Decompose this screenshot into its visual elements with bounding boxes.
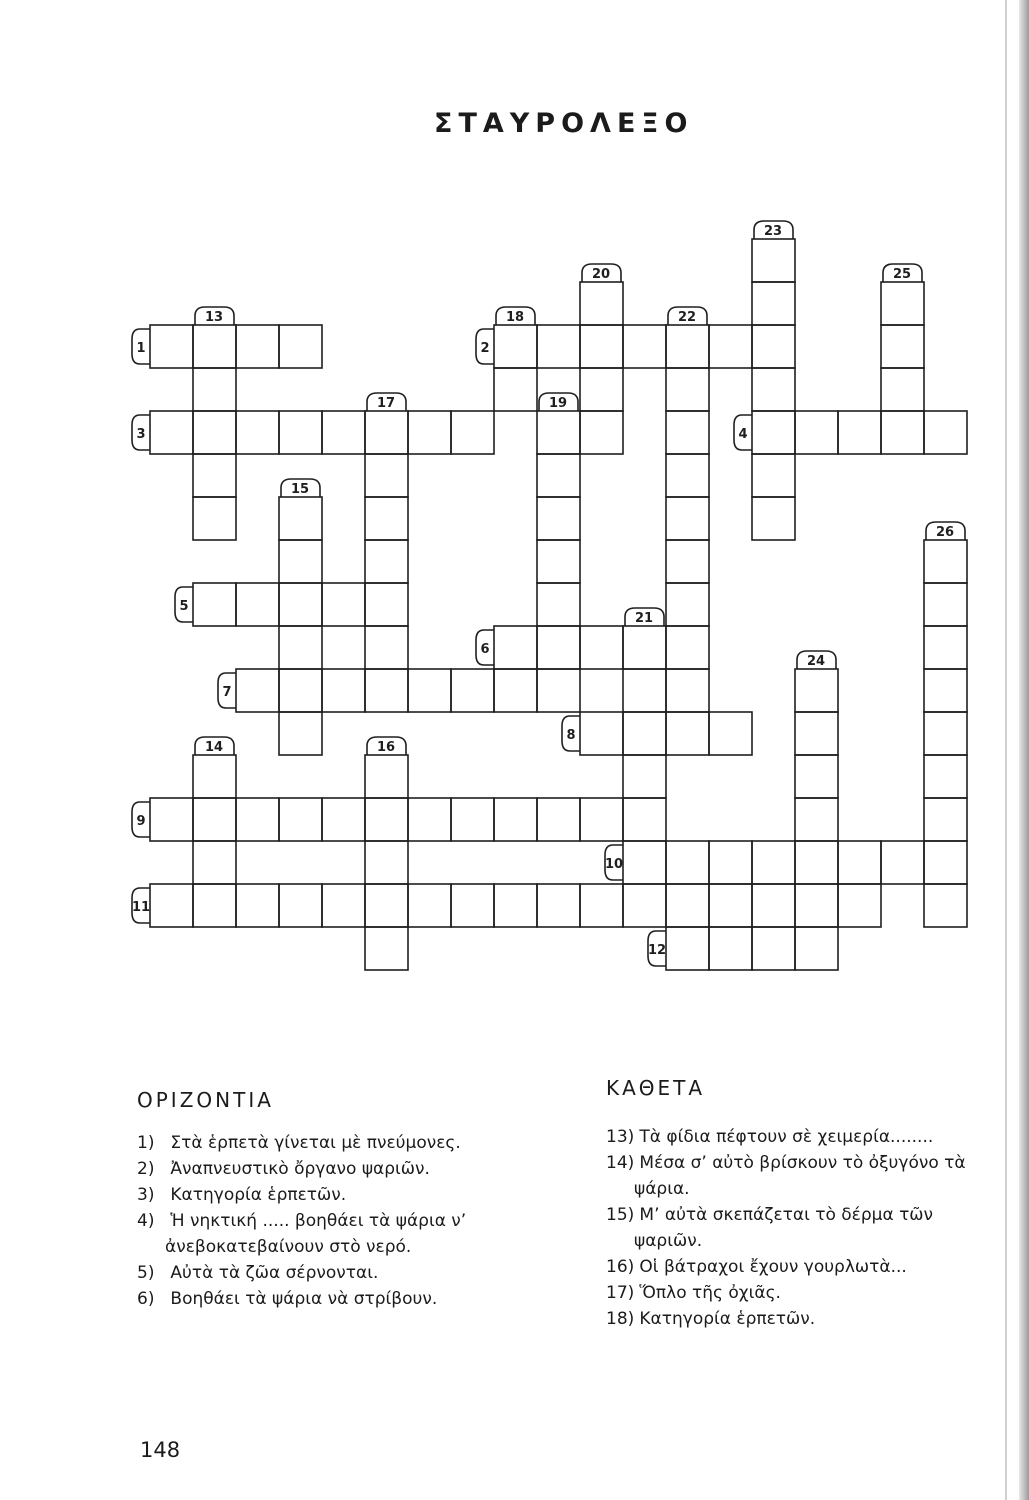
grid-number-label: 6 — [480, 642, 490, 657]
grid-cell[interactable] — [752, 325, 795, 368]
clue-number-4 — [734, 415, 752, 450]
grid-cell[interactable] — [924, 841, 967, 884]
grid-cell[interactable] — [795, 884, 838, 927]
grid-cell[interactable] — [193, 497, 236, 540]
vertical-clue — [606, 1202, 991, 1254]
grid-cell[interactable] — [924, 411, 967, 454]
grid-number-label: 21 — [634, 611, 654, 626]
grid-cell[interactable] — [279, 712, 322, 755]
clue-number-5 — [175, 587, 193, 622]
vertical-clue — [606, 1306, 991, 1332]
grid-cell[interactable] — [537, 669, 580, 712]
clue-number-21 — [625, 608, 664, 626]
grid-cell[interactable] — [580, 712, 623, 755]
grid-cell[interactable] — [193, 368, 236, 411]
grid-cell[interactable] — [666, 454, 709, 497]
clue-number: 14) — [606, 1153, 635, 1173]
grid-number-label: 14 — [204, 740, 224, 755]
grid-number-label: 20 — [591, 267, 611, 282]
grid-cell[interactable] — [150, 325, 193, 368]
grid-cell[interactable] — [924, 755, 967, 798]
clue-number-24 — [797, 651, 836, 669]
grid-cell[interactable] — [494, 884, 537, 927]
clue-number-9 — [132, 802, 150, 837]
clue-text: Ὅπλο τῆς ὀχιᾶς. — [639, 1283, 781, 1303]
grid-number-label: 1 — [136, 341, 146, 356]
grid-cell[interactable] — [193, 454, 236, 497]
grid-cell[interactable] — [881, 282, 924, 325]
grid-cell[interactable] — [236, 325, 279, 368]
grid-cell[interactable] — [752, 497, 795, 540]
grid-cell[interactable] — [193, 841, 236, 884]
grid-cell[interactable] — [709, 927, 752, 970]
horizontal-clue-list — [137, 1130, 517, 1312]
clue-number-12 — [648, 931, 666, 966]
clue-text: Ἀναπνευστικὸ ὄργανο ψαριῶν. — [170, 1159, 430, 1179]
grid-cell[interactable] — [795, 411, 838, 454]
grid-cell[interactable] — [494, 798, 537, 841]
grid-cell[interactable] — [193, 755, 236, 798]
grid-cell[interactable] — [881, 325, 924, 368]
grid-cell[interactable] — [365, 669, 408, 712]
clue-number-7 — [218, 673, 236, 708]
grid-number-label: 26 — [935, 525, 955, 540]
clue-number: 6) — [137, 1289, 155, 1309]
grid-cell[interactable] — [279, 669, 322, 712]
clue-number-18 — [496, 307, 535, 325]
grid-cell[interactable] — [666, 325, 709, 368]
grid-cell[interactable] — [623, 669, 666, 712]
grid-cell[interactable] — [408, 669, 451, 712]
grid-cell[interactable] — [623, 884, 666, 927]
horizontal-clue — [137, 1286, 517, 1312]
clue-text: Αὐτὰ τὰ ζῶα σέρνονται. — [170, 1263, 379, 1283]
clue-text: Κατηγορία ἑρπετῶν. — [639, 1309, 816, 1329]
grid-cell[interactable] — [193, 884, 236, 927]
grid-cell[interactable] — [365, 583, 408, 626]
grid-cell[interactable] — [365, 798, 408, 841]
grid-cell[interactable] — [494, 626, 537, 669]
grid-cell[interactable] — [666, 884, 709, 927]
grid-cell[interactable] — [666, 669, 709, 712]
clue-number-26 — [926, 522, 965, 540]
grid-cell[interactable] — [451, 669, 494, 712]
grid-cell[interactable] — [795, 927, 838, 970]
grid-cell[interactable] — [365, 884, 408, 927]
grid-cell[interactable] — [408, 411, 451, 454]
grid-cell[interactable] — [279, 411, 322, 454]
grid-cell[interactable] — [795, 798, 838, 841]
grid-cell[interactable] — [666, 927, 709, 970]
clue-number-22 — [668, 307, 707, 325]
grid-number-label: 5 — [179, 599, 189, 614]
grid-cell[interactable] — [537, 411, 580, 454]
grid-cell[interactable] — [666, 712, 709, 755]
clue-number-6 — [476, 630, 494, 665]
grid-cell[interactable] — [795, 669, 838, 712]
grid-cell[interactable] — [838, 841, 881, 884]
grid-cell[interactable] — [365, 540, 408, 583]
clue-number: 16) — [606, 1257, 635, 1277]
grid-cell[interactable] — [150, 411, 193, 454]
clue-number: 1) — [137, 1133, 155, 1153]
clue-number-25 — [883, 264, 922, 282]
grid-cell[interactable] — [236, 669, 279, 712]
grid-cell[interactable] — [924, 583, 967, 626]
grid-cell[interactable] — [451, 884, 494, 927]
vertical-clue — [606, 1254, 991, 1280]
grid-cell[interactable] — [924, 798, 967, 841]
page-title: ΣΤΑΥΡΟΛΕΞΟ — [434, 108, 694, 139]
grid-cell[interactable] — [537, 798, 580, 841]
clue-number-20 — [582, 264, 621, 282]
grid-cell[interactable] — [752, 454, 795, 497]
horizontal-heading: ΟΡΙΖΟΝΤΙΑ — [137, 1088, 274, 1112]
horizontal-clue — [137, 1208, 517, 1260]
clue-number-15 — [281, 479, 320, 497]
clue-text: Μέσα σ’ αὐτὸ βρίσκουν τὸ ὀξυγόνο τὰ ψάρια. — [634, 1153, 966, 1199]
clue-number: 5) — [137, 1263, 155, 1283]
grid-cell[interactable] — [193, 583, 236, 626]
clue-number-14 — [195, 737, 234, 755]
grid-cell[interactable] — [666, 411, 709, 454]
grid-number-label: 8 — [566, 728, 576, 743]
clue-text: Ἡ νηκτική ..... βοηθάει τὰ ψάρια ν’ ἀνεβοκατεβαίνουν στὸ νερό. — [165, 1211, 467, 1257]
grid-cell[interactable] — [236, 583, 279, 626]
grid-cell[interactable] — [365, 755, 408, 798]
grid-number-label: 24 — [806, 654, 826, 669]
grid-number-label: 7 — [222, 685, 232, 700]
grid-cell[interactable] — [752, 368, 795, 411]
grid-cell[interactable] — [623, 798, 666, 841]
grid-cell[interactable] — [537, 626, 580, 669]
grid-number-label: 3 — [136, 427, 146, 442]
grid-cell[interactable] — [279, 626, 322, 669]
vertical-heading: ΚΑΘΕΤΑ — [606, 1076, 706, 1100]
grid-cell[interactable] — [193, 798, 236, 841]
grid-cell[interactable] — [537, 583, 580, 626]
grid-cell[interactable] — [580, 368, 623, 411]
grid-cell[interactable] — [709, 712, 752, 755]
grid-cell[interactable] — [236, 798, 279, 841]
grid-cell[interactable] — [322, 798, 365, 841]
grid-cell[interactable] — [623, 712, 666, 755]
grid-cell[interactable] — [666, 540, 709, 583]
clue-number-17 — [367, 393, 406, 411]
grid-cell[interactable] — [795, 712, 838, 755]
grid-cell[interactable] — [537, 540, 580, 583]
grid-cell[interactable] — [279, 325, 322, 368]
grid-cell[interactable] — [924, 712, 967, 755]
grid-cell[interactable] — [752, 927, 795, 970]
grid-cell[interactable] — [924, 669, 967, 712]
grid-number-label: 4 — [738, 427, 748, 442]
grid-cell[interactable] — [365, 454, 408, 497]
grid-cell[interactable] — [537, 497, 580, 540]
horizontal-clue — [137, 1260, 517, 1286]
grid-cell[interactable] — [580, 411, 623, 454]
grid-cell[interactable] — [795, 755, 838, 798]
grid-cell[interactable] — [322, 669, 365, 712]
grid-cell[interactable] — [322, 411, 365, 454]
grid-number-label: 11 — [131, 900, 151, 915]
grid-cell[interactable] — [537, 325, 580, 368]
grid-cell[interactable] — [666, 497, 709, 540]
grid-cell[interactable] — [881, 411, 924, 454]
grid-cell[interactable] — [623, 626, 666, 669]
clue-number-8 — [562, 716, 580, 751]
grid-cell[interactable] — [924, 626, 967, 669]
grid-cell[interactable] — [365, 626, 408, 669]
grid-cell[interactable] — [666, 841, 709, 884]
grid-cell[interactable] — [881, 841, 924, 884]
grid-number-label: 9 — [136, 814, 146, 829]
clue-number: 4) — [137, 1211, 155, 1231]
vertical-clue — [606, 1124, 991, 1150]
clue-text: Τὰ φίδια πέφτουν σὲ χειμερία........ — [639, 1127, 934, 1147]
grid-cell[interactable] — [193, 411, 236, 454]
grid-cell[interactable] — [580, 884, 623, 927]
grid-cell[interactable] — [408, 798, 451, 841]
clue-number: 13) — [606, 1127, 635, 1147]
grid-number-label: 16 — [376, 740, 396, 755]
clue-text: Στὰ ἑρπετὰ γίνεται μὲ πνεύμονες. — [170, 1133, 461, 1153]
clue-number-10 — [605, 845, 623, 880]
clue-number: 3) — [137, 1185, 155, 1205]
clue-number: 15) — [606, 1205, 635, 1225]
grid-cell[interactable] — [365, 927, 408, 970]
vertical-clue — [606, 1150, 991, 1202]
clue-text: Μ’ αὐτὰ σκεπάζεται τὸ δέρμα τῶν ψαριῶν. — [634, 1205, 934, 1251]
grid-cell[interactable] — [150, 798, 193, 841]
clue-number-23 — [754, 221, 793, 239]
clue-number: 18) — [606, 1309, 635, 1329]
grid-cell[interactable] — [279, 884, 322, 927]
grid-cell[interactable] — [580, 626, 623, 669]
grid-cell[interactable] — [709, 841, 752, 884]
grid-cell[interactable] — [322, 583, 365, 626]
grid-cell[interactable] — [236, 411, 279, 454]
grid-cell[interactable] — [752, 884, 795, 927]
clue-number-3 — [132, 415, 150, 450]
horizontal-clue — [137, 1182, 517, 1208]
grid-cell[interactable] — [365, 411, 408, 454]
grid-number-label: 12 — [647, 943, 667, 958]
grid-cell[interactable] — [709, 325, 752, 368]
grid-cell[interactable] — [279, 497, 322, 540]
grid-number-label: 18 — [505, 310, 525, 325]
grid-cell[interactable] — [838, 411, 881, 454]
grid-cell[interactable] — [537, 454, 580, 497]
grid-cell[interactable] — [752, 411, 795, 454]
page-number: 148 — [140, 1438, 181, 1462]
grid-cell[interactable] — [279, 583, 322, 626]
grid-cell[interactable] — [881, 368, 924, 411]
grid-cell[interactable] — [623, 325, 666, 368]
clue-number-11 — [132, 888, 150, 923]
grid-cell[interactable] — [408, 884, 451, 927]
clue-text: Κατηγορία ἑρπετῶν. — [170, 1185, 347, 1205]
grid-cell[interactable] — [451, 798, 494, 841]
grid-cell[interactable] — [580, 282, 623, 325]
horizontal-clue — [137, 1130, 517, 1156]
grid-cell[interactable] — [494, 368, 537, 411]
grid-number-label: 22 — [677, 310, 697, 325]
grid-cell[interactable] — [580, 798, 623, 841]
grid-cell[interactable] — [838, 884, 881, 927]
grid-cell[interactable] — [924, 540, 967, 583]
clue-text: Οἱ βάτραχοι ἔχουν γουρλωτὰ... — [639, 1257, 907, 1277]
grid-number-label: 17 — [376, 396, 396, 411]
grid-number-label: 25 — [892, 267, 912, 282]
grid-cell[interactable] — [236, 884, 279, 927]
grid-cell[interactable] — [924, 884, 967, 927]
grid-cell[interactable] — [322, 884, 365, 927]
clue-text: Βοηθάει τὰ ψάρια νὰ στρίβουν. — [170, 1289, 438, 1309]
grid-cell[interactable] — [365, 841, 408, 884]
clue-number-19 — [539, 393, 578, 411]
clue-number-1 — [132, 329, 150, 364]
grid-cell[interactable] — [580, 325, 623, 368]
grid-number-label: 23 — [763, 224, 783, 239]
grid-cell[interactable] — [279, 798, 322, 841]
grid-cell[interactable] — [666, 583, 709, 626]
grid-cell[interactable] — [150, 884, 193, 927]
vertical-clue-list — [606, 1124, 991, 1332]
grid-cell[interactable] — [451, 411, 494, 454]
grid-number-label: 15 — [290, 482, 310, 497]
grid-number-label: 2 — [480, 341, 490, 356]
grid-cell[interactable] — [623, 841, 666, 884]
grid-cell[interactable] — [537, 884, 580, 927]
clue-number-16 — [367, 737, 406, 755]
grid-cell[interactable] — [752, 841, 795, 884]
grid-cell[interactable] — [494, 325, 537, 368]
clue-number-2 — [476, 329, 494, 364]
horizontal-clue — [137, 1156, 517, 1182]
grid-number-label: 13 — [204, 310, 224, 325]
clue-number: 2) — [137, 1159, 155, 1179]
grid-cell[interactable] — [709, 884, 752, 927]
grid-number-label: 19 — [548, 396, 568, 411]
grid-number-label: 10 — [604, 857, 624, 872]
grid-cell[interactable] — [666, 368, 709, 411]
vertical-clue — [606, 1280, 991, 1306]
grid-cell[interactable] — [795, 841, 838, 884]
grid-cell[interactable] — [623, 755, 666, 798]
grid-cell[interactable] — [494, 669, 537, 712]
grid-cell[interactable] — [193, 325, 236, 368]
grid-cell[interactable] — [752, 282, 795, 325]
grid-cell[interactable] — [279, 540, 322, 583]
clue-number: 17) — [606, 1283, 635, 1303]
clue-number-13 — [195, 307, 234, 325]
grid-cell[interactable] — [666, 626, 709, 669]
grid-cell[interactable] — [365, 497, 408, 540]
grid-cell[interactable] — [752, 239, 795, 282]
